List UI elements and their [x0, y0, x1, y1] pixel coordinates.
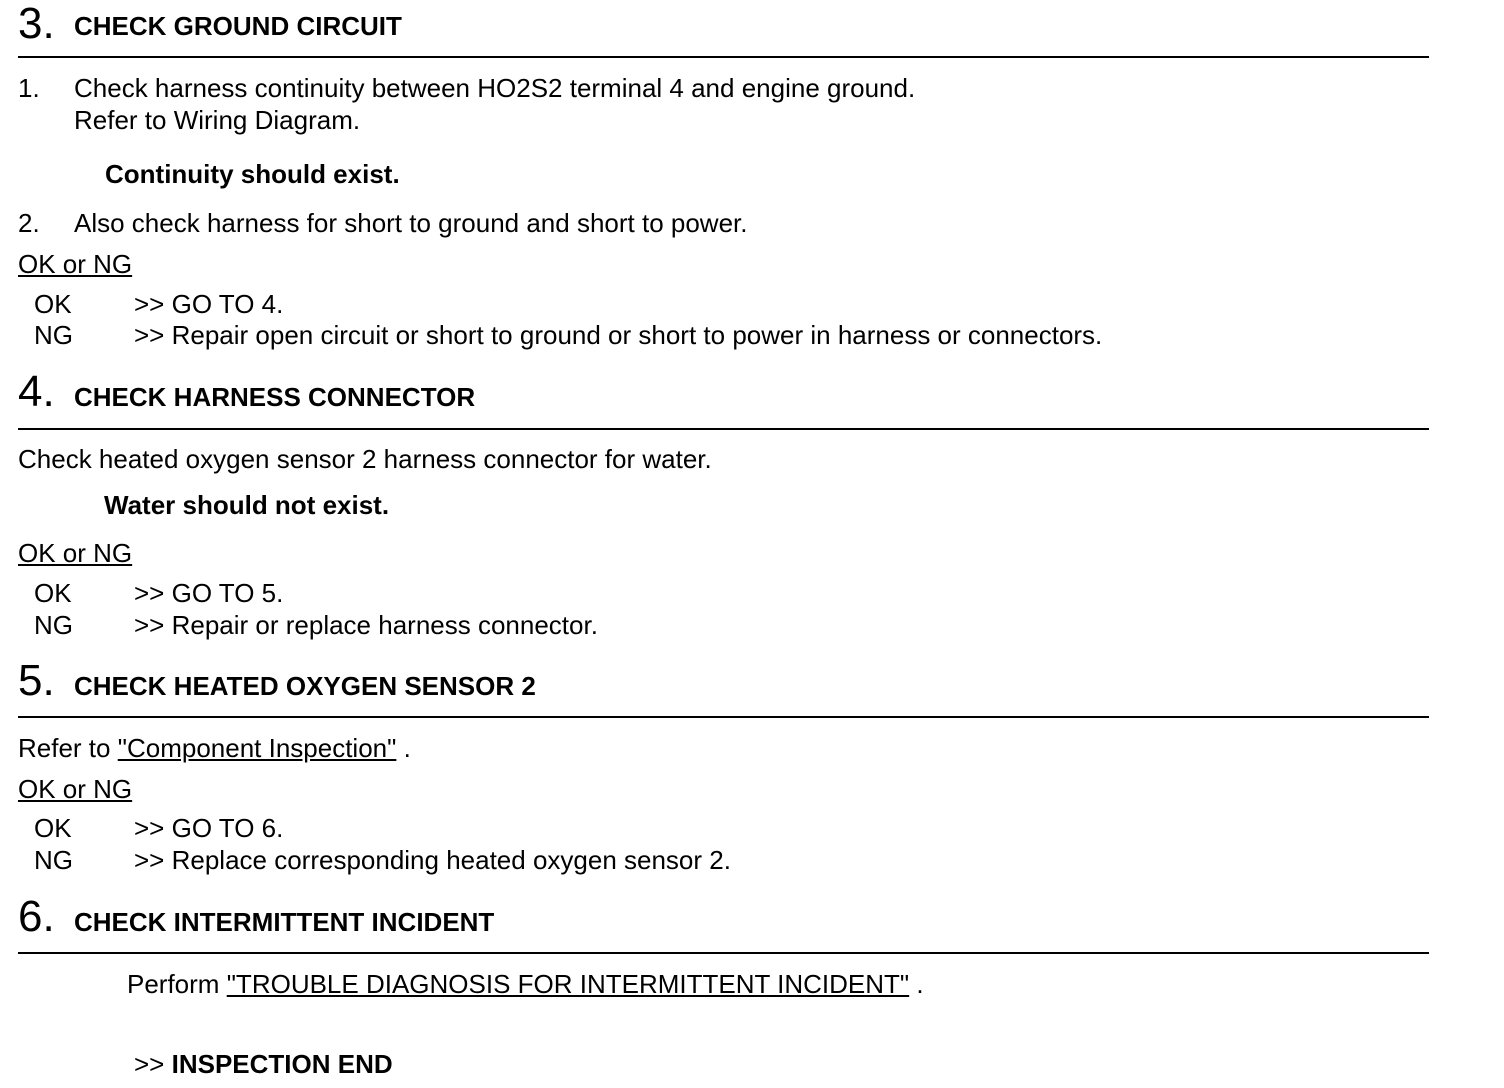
- body-text: [18, 733, 411, 763]
- ng-key: NG: [34, 610, 73, 640]
- body-text: [127, 969, 924, 999]
- ok-key: OK: [34, 289, 72, 319]
- body-prefix: Perform: [127, 969, 220, 999]
- section-divider: [18, 716, 1429, 718]
- list-item-text: Check harness continuity between HO2S2 terminal 4 and engine ground.: [74, 73, 916, 103]
- result-label: OK or NG: [18, 249, 133, 279]
- list-item-text: Also check harness for short to ground and short to power.: [74, 208, 748, 238]
- section-divider: [18, 428, 1429, 430]
- ok-action: >> GO TO 5.: [134, 578, 284, 608]
- spec-text: Water should not exist.: [104, 490, 390, 520]
- step-title: CHECK HEATED OXYGEN SENSOR 2: [74, 671, 536, 701]
- section-divider: [18, 952, 1429, 954]
- end-prefix: >>: [134, 1049, 165, 1079]
- ng-action: >> Repair open circuit or short to ground or short to power in harness or connectors.: [134, 320, 1103, 350]
- ng-action: >> Repair or replace harness connector.: [134, 610, 598, 640]
- inspection-end: [134, 1049, 393, 1079]
- step-title: CHECK HARNESS CONNECTOR: [74, 382, 476, 412]
- end-text: INSPECTION END: [171, 1049, 393, 1079]
- section-divider: [18, 56, 1429, 58]
- step-number: 6.: [18, 892, 55, 941]
- result-label: OK or NG: [18, 774, 133, 804]
- step-number: 3.: [18, 0, 55, 48]
- ng-action: >> Replace corresponding heated oxygen sensor 2.: [134, 845, 731, 875]
- list-item-number: 2.: [18, 208, 40, 238]
- result-label: OK or NG: [18, 538, 133, 568]
- list-item-number: 1.: [18, 73, 40, 103]
- ok-key: OK: [34, 813, 72, 843]
- step-number: 4.: [18, 367, 55, 416]
- ng-key: NG: [34, 320, 73, 350]
- body-prefix: Refer to: [18, 733, 111, 763]
- body-suffix: .: [403, 733, 411, 763]
- body-suffix: .: [916, 969, 924, 999]
- step-title: CHECK GROUND CIRCUIT: [74, 11, 402, 41]
- component-inspection-link[interactable]: "Component Inspection": [117, 733, 397, 763]
- ng-key: NG: [34, 845, 73, 875]
- ok-action: >> GO TO 4.: [134, 289, 284, 319]
- ok-action: >> GO TO 6.: [134, 813, 284, 843]
- list-item-text-continued: Refer to Wiring Diagram.: [74, 105, 361, 135]
- ok-key: OK: [34, 578, 72, 608]
- step-title: CHECK INTERMITTENT INCIDENT: [74, 907, 495, 937]
- body-text: Check heated oxygen sensor 2 harness connector for water.: [18, 444, 712, 474]
- trouble-diagnosis-link[interactable]: "TROUBLE DIAGNOSIS FOR INTERMITTENT INCIDENT": [226, 969, 910, 999]
- step-number: 5.: [18, 656, 55, 705]
- spec-text: Continuity should exist.: [105, 159, 400, 189]
